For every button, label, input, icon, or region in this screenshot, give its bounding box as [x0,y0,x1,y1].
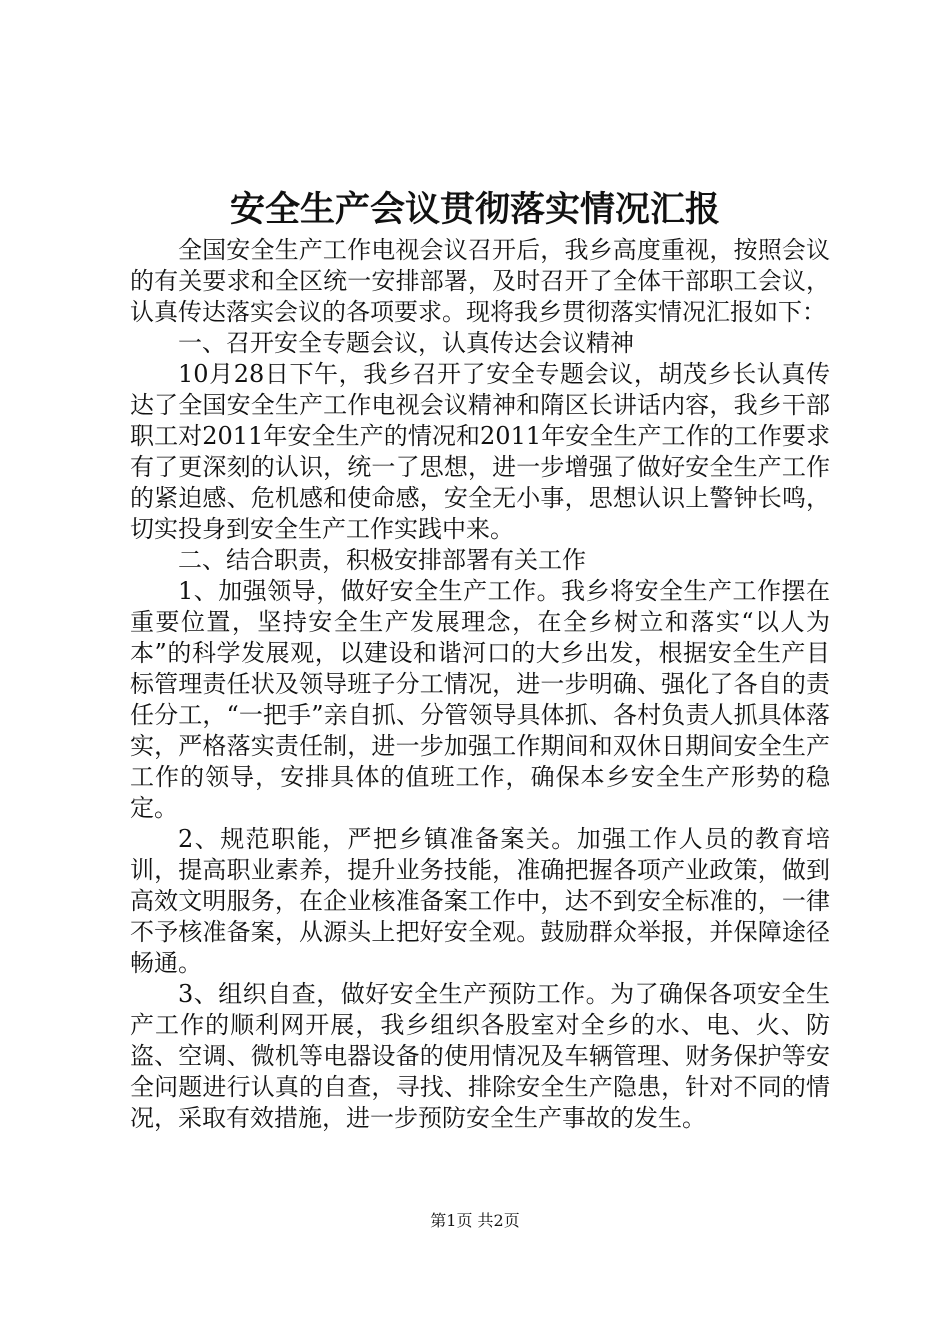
document-title: 安全生产会议贯彻落实情况汇报 [229,189,720,230]
paragraph-item-3: 3、组织自查，做好安全生产预防工作。为了确保各项安全生产工作的顺利网开展，我乡组织各股室对全乡的水、电、火、防盗、空调、微机等电器设备的使用情况及车辆管理、财务保护等安全问题进行认真的自查，寻找、排除安全生产隐患，针对不同的情况，采取有效措施，进一步预防安全生产事故的发生。 [130,980,830,1132]
paragraph-item-1: 1、加强领导，做好安全生产工作。我乡将安全生产工作摆在重要位置，坚持安全生产发展理念，在全乡树立和落实“以人为本”的科学发展观，以建设和谐河口的大乡出发，根据安全生产目标管理责任状及领导班子分工情况，进一步明确、强化了各自的责任分工，“一把手”亲自抓、分管领导具体抓、各村负责人抓具体落实，严格落实责任制，进一步加强工作期间和双休日期间安全生产工作的领导，安排具体的值班工作，确保本乡安全生产形势的稳定。 [130,577,830,822]
document-body [130,235,830,1134]
section-heading-2: 二、结合职责，积极安排部署有关工作 [178,546,586,574]
paragraph-meeting: 10月28日下午，我乡召开了安全专题会议，胡茂乡长认真传达了全国安全生产工作电视会议精神和隋区长讲话内容，我乡干部职工对2011年安全生产的情况和2011年安全生产工作的工作要求有了更深刻的认识，统一了思想，进一步增强了做好安全生产工作的紧迫感、危机感和使命感，安全无小事，思想认识上警钟长鸣，切实投身到安全生产工作实践中来。 [130,360,830,543]
paragraph-item-2: 2、规范职能，严把乡镇准备案关。加强工作人员的教育培训，提高职业素养，提升业务技能，准确把握各项产业政策，做到高效文明服务，在企业核准备案工作中，达不到安全标准的，一律不予核准备案，从源头上把好安全观。鼓励群众举报，并保障途径畅通。 [130,825,830,977]
section-heading-1: 一、召开安全专题会议，认真传达会议精神 [178,329,634,357]
paragraph-intro: 全国安全生产工作电视会议召开后，我乡高度重视，按照会议的有关要求和全区统一安排部署，及时召开了全体干部职工会议，认真传达落实会议的各项要求。现将我乡贯彻落实情况汇报如下： [130,236,830,326]
page-number-footer: 第1页 共2页 [430,1211,520,1230]
